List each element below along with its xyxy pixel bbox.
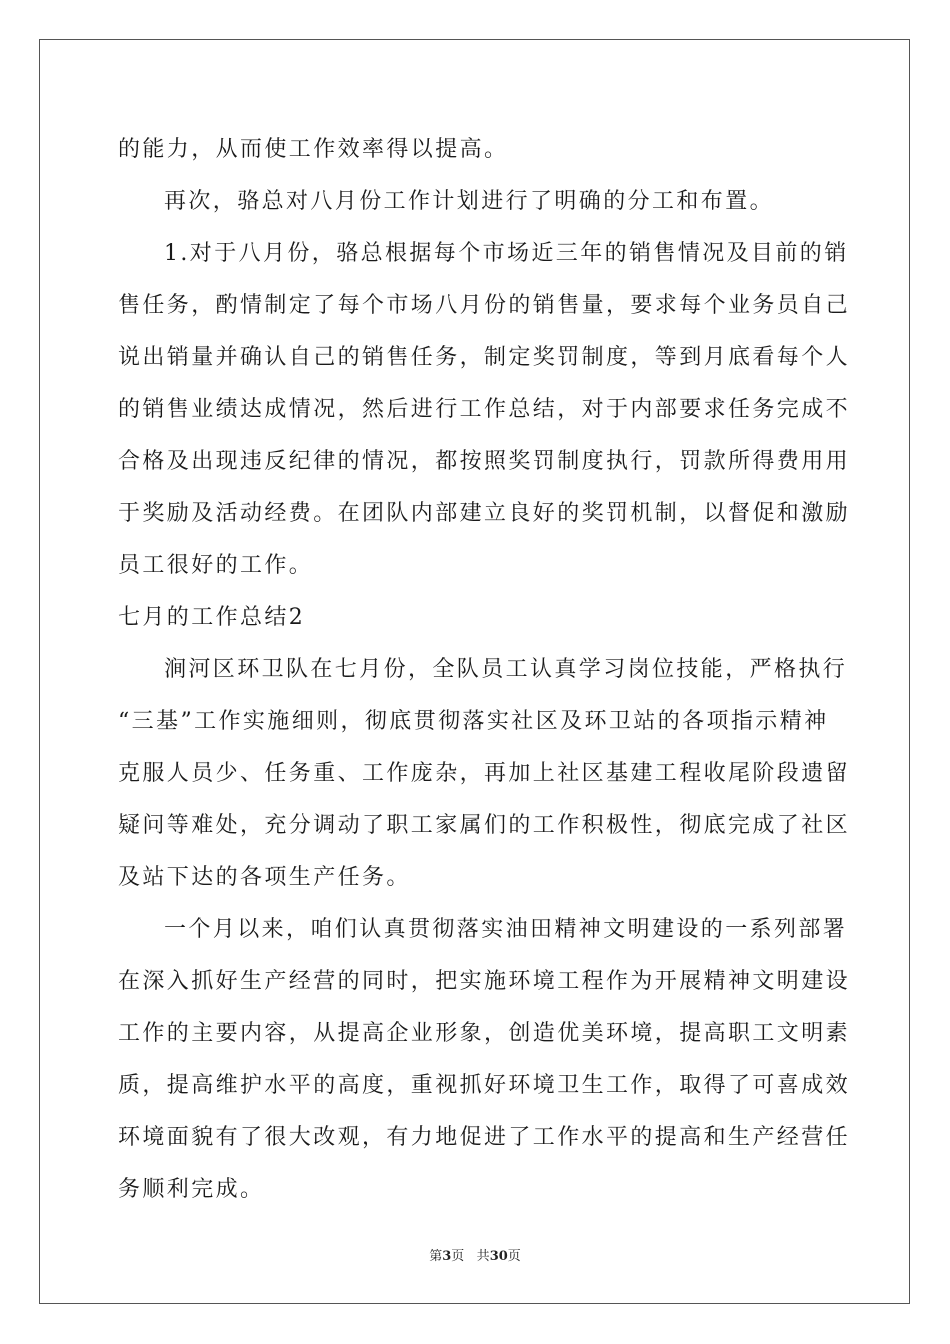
- text-line-8: 于奖励及活动经费。在团队内部建立良好的奖罚机制，以督促和激励: [118, 501, 851, 526]
- text-line-2: 再次，骆总对八月份工作计划进行了明确的分工和布置。: [164, 189, 775, 214]
- text-line-18: 工作的主要内容，从提高企业形象，创造优美环境，提高职工文明素: [118, 1021, 851, 1046]
- page-total: 30: [489, 1249, 508, 1264]
- text-line-3: 1.对于八月份，骆总根据每个市场近三年的销售情况及目前的销: [164, 241, 849, 266]
- text-line-4: 售任务，酌情制定了每个市场八月份的销售量，要求每个业务员自己: [118, 293, 851, 318]
- text-line-13: 克服人员少、任务重、工作庞杂，再加上社区基建工程收尾阶段遗留: [118, 761, 851, 786]
- page-prefix: 第: [429, 1249, 443, 1264]
- section-heading: 七月的工作总结2: [118, 605, 306, 630]
- text-line-11: 涧河区环卫队在七月份，全队员工认真学习岗位技能，严格执行: [164, 657, 848, 682]
- text-line-6: 的销售业绩达成情况，然后进行工作总结，对于内部要求任务完成不: [118, 397, 851, 422]
- page-footer: [0, 1245, 950, 1264]
- text-line-15: 及站下达的各项生产任务。: [118, 865, 411, 890]
- text-line-5: 说出销量并确认自己的销售任务，制定奖罚制度，等到月底看每个人: [118, 345, 851, 370]
- text-line-1: 的能力，从而使工作效率得以提高。: [118, 137, 509, 162]
- text-line-9: 员工很好的工作。: [118, 553, 314, 578]
- text-line-20: 环境面貌有了很大改观，有力地促进了工作水平的提高和生产经营任: [118, 1125, 851, 1150]
- text-line-7: 合格及出现违反纪律的情况，都按照奖罚制度执行，罚款所得费用用: [118, 449, 851, 474]
- text-line-21: 务顺利完成。: [118, 1177, 265, 1202]
- text-line-17: 在深入抓好生产经营的同时，把实施环境工程作为开展精神文明建设: [118, 969, 851, 994]
- text-line-19: 质，提高维护水平的高度，重视抓好环境卫生工作，取得了可喜成效: [118, 1073, 851, 1098]
- total-unit: 页: [507, 1249, 521, 1264]
- page-unit: 页: [451, 1249, 465, 1264]
- text-line-14: 疑问等难处，充分调动了职工家属们的工作积极性，彻底完成了社区: [118, 813, 851, 838]
- total-prefix: 共: [476, 1249, 490, 1264]
- text-line-16: 一个月以来，咱们认真贯彻落实油田精神文明建设的一系列部署: [164, 917, 848, 942]
- document-body: [118, 124, 851, 1216]
- page-current: 3: [442, 1249, 452, 1264]
- text-line-12: “三基”工作实施细则，彻底贯彻落实社区及环卫站的各项指示精神: [118, 709, 829, 734]
